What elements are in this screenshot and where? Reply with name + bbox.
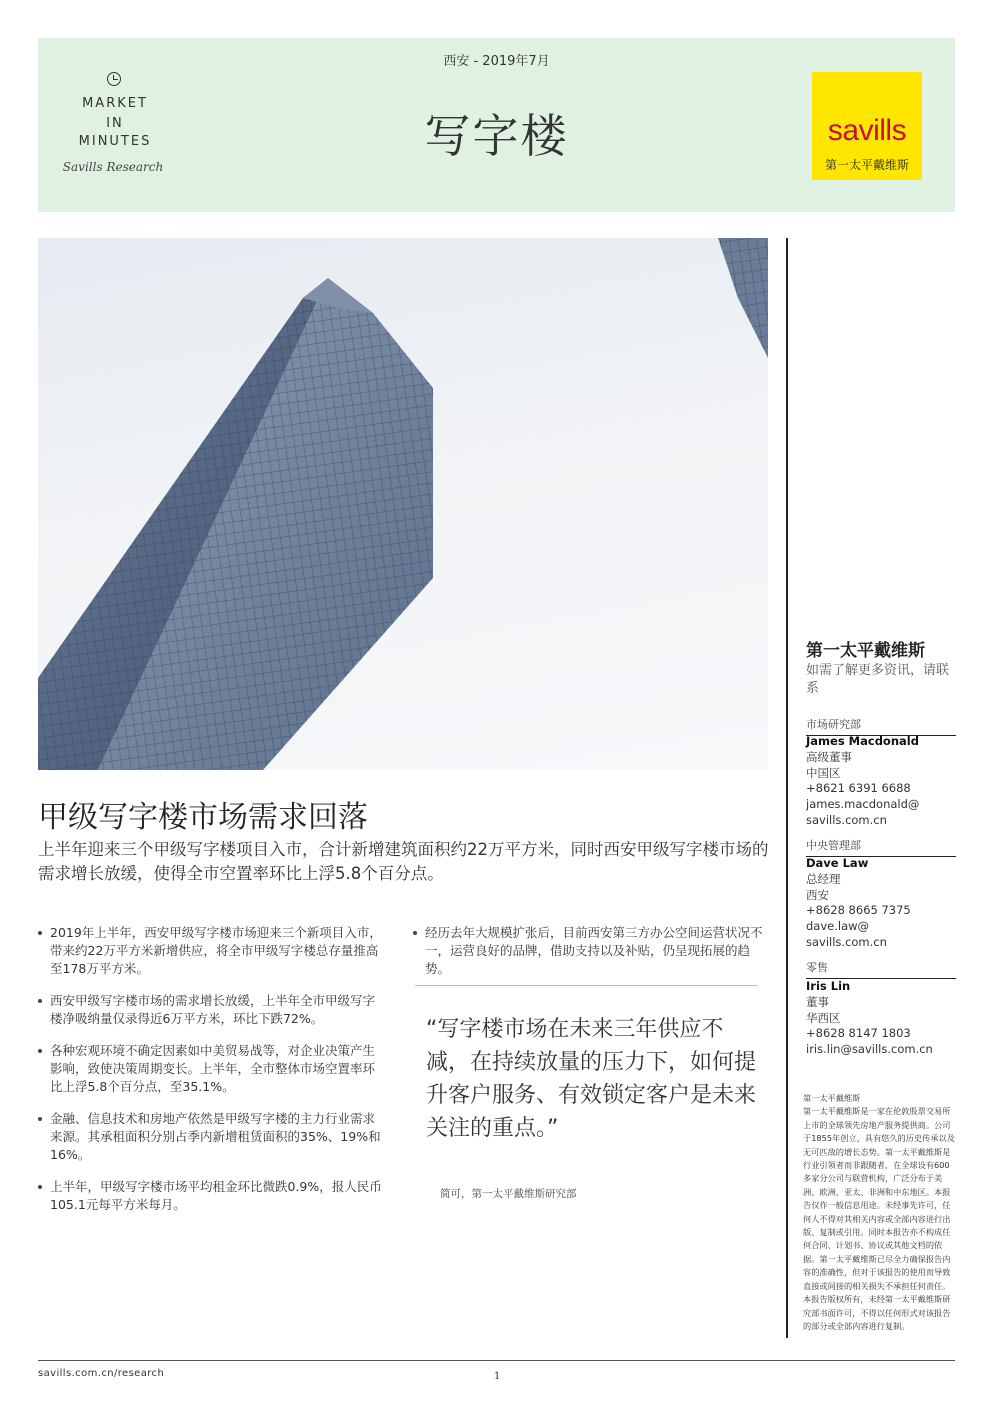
contact-name: Dave Law xyxy=(806,856,869,870)
list-item: 经历去年大规模扩张后，目前西安第三方办公空间运营状况不一，运营良好的品牌，借助支持以及补贴，仍呈现拓展的趋势。 xyxy=(413,924,768,978)
contact-card xyxy=(806,856,956,951)
date-line: 西安 - 2019年7月 xyxy=(443,54,550,69)
contact-email[interactable]: dave.law@ xyxy=(806,919,870,934)
quote-divider xyxy=(415,985,758,986)
contact-phone[interactable]: +8628 8665 7375 xyxy=(806,903,911,918)
footer-divider xyxy=(38,1360,955,1361)
contact-phone[interactable]: +8628 8147 1803 xyxy=(806,1026,911,1041)
savills-logo xyxy=(812,72,922,180)
list-item: 上半年，甲级写字楼市场平均租金环比微跌0.9%，报人民币105.1元每平方米每月。 xyxy=(38,1178,383,1214)
contact-card xyxy=(806,979,956,1058)
sidebar-subtitle: 如需了解更多资讯，请联系 xyxy=(806,663,950,696)
footer-link[interactable]: savills.com.cn/research xyxy=(38,1368,165,1379)
contact-email-domain[interactable]: savills.com.cn xyxy=(806,812,887,827)
contact-region: 华西区 xyxy=(806,1010,841,1025)
skyscraper-photo xyxy=(38,238,768,770)
contact-name: Iris Lin xyxy=(806,979,851,993)
contact-email-domain[interactable]: savills.com.cn xyxy=(806,934,887,949)
article-headline: 甲级写字楼市场需求回落 xyxy=(38,800,368,835)
list-item: 金融、信息技术和房地产依然是甲级写字楼的主力行业需求来源。其承租面积分别占季内新增租赁面积的35%、19%和16%。 xyxy=(38,1110,383,1164)
contact-title: 总经理 xyxy=(806,871,841,886)
brand-name-cn: 第一太平戴维斯 xyxy=(824,158,909,172)
contact-name: James Macdonald xyxy=(806,734,919,748)
logo-line-minutes: MINUTES xyxy=(78,134,152,149)
contact-section-management: 中央管理部 xyxy=(806,837,956,857)
sidebar-divider xyxy=(786,238,788,1338)
pull-quote: “写字楼市场在未来三年供应不减，在持续放量的压力下，如何提升客户服务、有效锁定客户是未来关注的重点。” xyxy=(426,1017,757,1141)
contact-email[interactable]: james.macdonald@ xyxy=(806,797,920,812)
contact-section-retail: 零售 xyxy=(806,959,956,979)
hero-image xyxy=(38,238,768,770)
bullet-list-right xyxy=(413,924,768,992)
contact-region: 中国区 xyxy=(806,765,841,780)
list-item: 西安甲级写字楼市场的需求增长放缓，上半年全市甲级写字楼净吸纳量仅录得近6万平方米，环比下跌72%。 xyxy=(38,992,383,1028)
article-lede: 上半年迎来三个甲级写字楼项目入市，合计新增建筑面积约22万平方米，同时西安甲级写字楼市场的需求增长放缓，使得全市空置率环比上浮5.8个百分点。 xyxy=(38,840,769,883)
clock-icon xyxy=(107,72,121,86)
page-title: 写字楼 xyxy=(424,109,569,163)
contact-section-research: 市场研究部 xyxy=(806,716,956,736)
contact-title: 董事 xyxy=(806,994,829,1009)
bullet-list-left xyxy=(38,924,383,1228)
contact-card xyxy=(806,734,956,829)
list-item: 2019年上半年，西安甲级写字楼市场迎来三个新项目入市，带来约22万平方米新增供应，将全市甲级写字楼总存量推高至178万平方米。 xyxy=(38,924,383,978)
logo-line-in: IN xyxy=(106,116,124,131)
about-title: 第一太平戴维斯 xyxy=(803,1093,861,1103)
about-block xyxy=(803,1092,955,1333)
logo-subtitle: Savills Research xyxy=(62,160,164,174)
logo-line-market: MARKET xyxy=(82,96,148,111)
contact-region: 西安 xyxy=(806,887,829,902)
sidebar-title: 第一太平戴维斯 xyxy=(806,641,925,661)
contact-title: 高级董事 xyxy=(806,749,852,764)
contact-phone[interactable]: +8621 6391 6688 xyxy=(806,781,911,796)
page-number: 1 xyxy=(494,1371,501,1382)
contact-email[interactable]: iris.lin@savills.com.cn xyxy=(806,1042,933,1057)
about-text: 第一太平戴维斯是一家在伦敦股票交易所上市的全球领先房地产服务提供商。公司于1855年创立，具有悠久的历史传承以及无可匹敌的增长态势。第一太平戴维斯是行业引领者而非跟随者，在全球设有600多家分公司与联营机构，广泛分布于美洲、欧洲、亚太、非洲和中东地区。本报告仅作一般信息用途。未经事先许可，任何人不得对其相关内容或全部内容进行出版、复制或引用。同时本报告亦不构成任何合同、计划书、协议或其他文档的依据。第一太平戴维斯已尽全力确保报告内容的准确性，但对于该报告的使用而导致直接或间接的相关损失不承担任何责任。本报告版权所有，未经第一太平戴维斯研究部书面许可，不得以任何形式对该报告的部分或全部内容进行复制。 xyxy=(803,1106,955,1331)
brand-name: savills xyxy=(827,114,907,147)
list-item: 各种宏观环境不确定因素如中美贸易战等，对企业决策产生影响，致使决策周期变长。上半年，全市整体市场空置率环比上浮5.8个百分点，至35.1%。 xyxy=(38,1042,383,1096)
quote-source: 简可，第一太平戴维斯研究部 xyxy=(440,1188,577,1200)
